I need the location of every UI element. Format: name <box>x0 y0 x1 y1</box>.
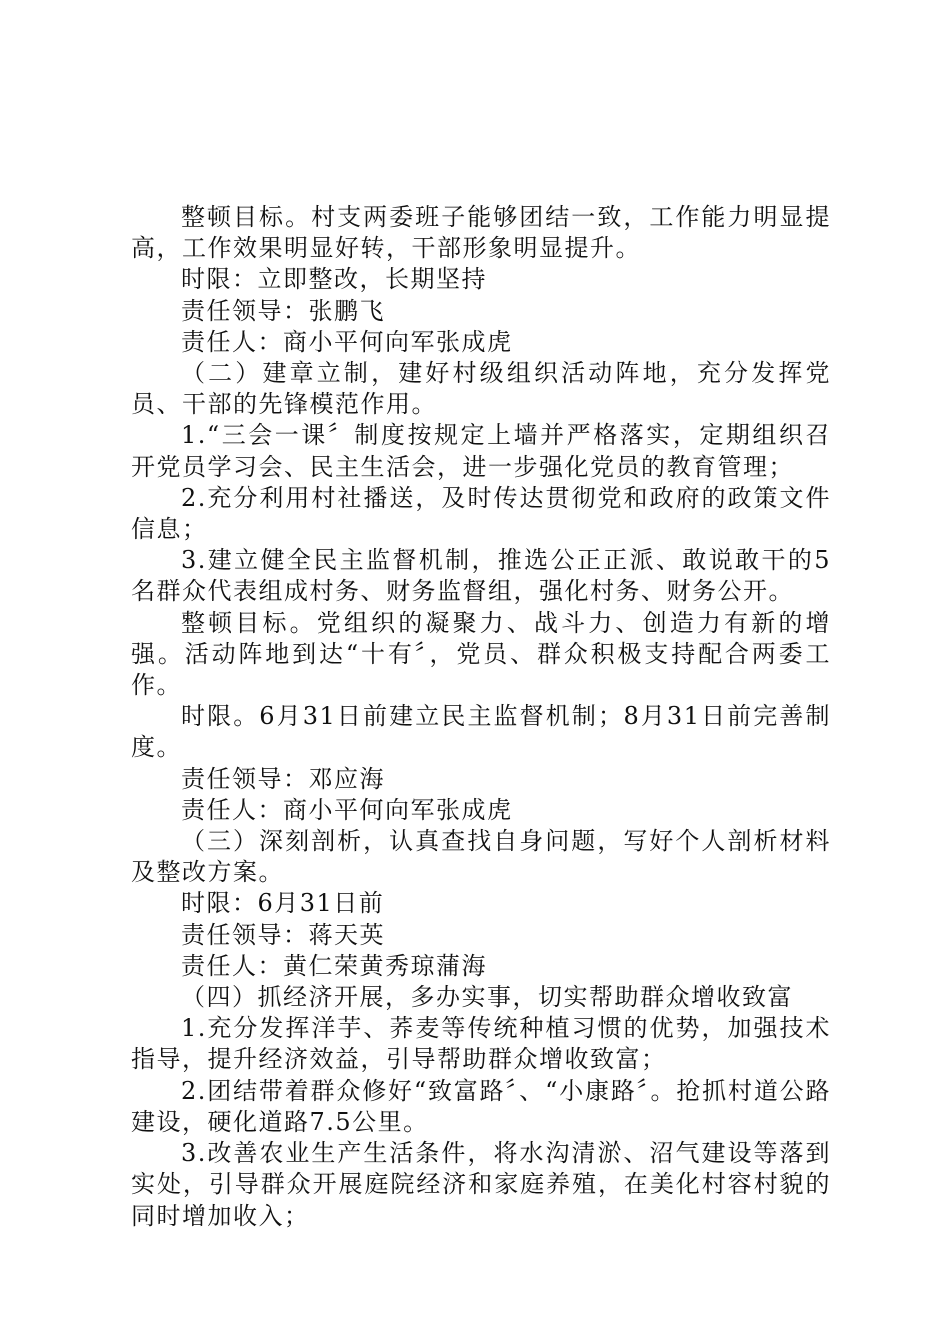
paragraph-goal-2: 整顿目标。党组织的凝聚力、战斗力、创造力有新的增强。活动阵地到达“十有〞，党员、群众积极支持配合两委工作。 <box>131 608 831 700</box>
list-item-2-2: 2.充分利用村社播送，及时传达贯彻党和政府的政策文件信息； <box>131 483 831 544</box>
paragraph-goal-1: 整顿目标。村支两委班子能够团结一致，工作能力明显提高，工作效果明显好转，干部形象明显提升。 <box>131 203 831 263</box>
list-item-4-1: 1.充分发挥洋芋、荞麦等传统种植习惯的优势，加强技术指导，提升经济效益，引导帮助群众增收致富； <box>131 1014 831 1074</box>
paragraph-responsible-1: 责任人：商小平何向军张成虎 <box>181 327 513 356</box>
paragraph-deadline-2: 时限。6月31日前建立民主监督机制；8月31日前完善制度。 <box>131 702 831 762</box>
paragraph-responsible-2: 责任人：商小平何向军张成虎 <box>181 795 513 824</box>
list-item-4-3: 3.改善农业生产生活条件，将水沟清淤、沼气建设等落到实处，引导群众开展庭院经济和家庭养殖，在美化村容村貌的同时增加收入； <box>131 1139 831 1230</box>
section-heading-2: （二）建章立制，建好村级组织活动阵地，充分发挥党员、干部的先锋模范作用。 <box>131 359 831 419</box>
paragraph-leader-3: 责任领导：蒋天英 <box>181 920 385 949</box>
section-heading-4: （四）抓经济开展，多办实事，切实帮助群众增收致富 <box>181 983 793 1012</box>
paragraph-leader-1: 责任领导：张鹏飞 <box>181 296 385 325</box>
paragraph-deadline-1: 时限：立即整改，长期坚持 <box>181 265 487 294</box>
section-heading-3: （三）深刻剖析，认真查找自身问题，写好个人剖析材料及整改方案。 <box>131 827 831 887</box>
paragraph-responsible-3: 责任人：黄仁荣黄秀琼蒲海 <box>181 951 487 980</box>
list-item-2-1: 1.“三会一课〞制度按规定上墙并严格落实，定期组织召开党员学习会、民主生活会，进一步强化党员的教育管理； <box>131 421 831 481</box>
list-item-4-2: 2.团结带着群众修好“致富路〞、“小康路〞。抢抓村道公路建设，硬化道路7.5公里。 <box>131 1076 831 1136</box>
paragraph-leader-2: 责任领导：邓应海 <box>181 764 385 793</box>
document-body <box>131 202 831 1232</box>
paragraph-deadline-3: 时限：6月31日前 <box>181 889 385 918</box>
list-item-2-3: 3.建立健全民主监督机制，推选公正正派、敢说敢干的5名群众代表组成村务、财务监督组，强化村务、财务公开。 <box>131 546 831 606</box>
